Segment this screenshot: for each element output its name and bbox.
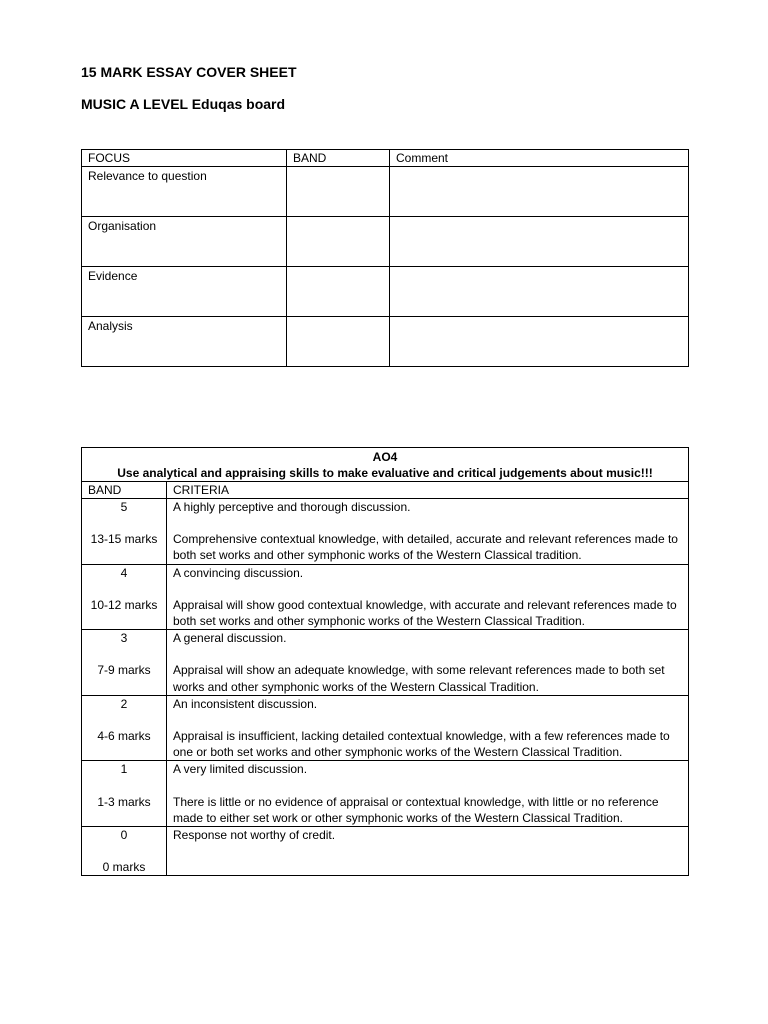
band-cell — [82, 695, 167, 761]
criteria-detail: Comprehensive contextual knowledge, with detailed, accurate and relevant references made to both set works and other symphonic works of the Western Classical tradition. — [173, 532, 678, 563]
band-marks: 10-12 marks — [90, 597, 158, 612]
band-input-cell[interactable] — [287, 317, 390, 367]
comment-header: Comment — [390, 150, 689, 167]
band-header: BAND — [287, 150, 390, 167]
band-cell — [82, 564, 167, 630]
criteria-cell — [167, 630, 689, 696]
criteria-summary: Response not worthy of credit. — [173, 828, 336, 843]
focus-table — [81, 149, 689, 367]
comment-input-cell[interactable] — [390, 167, 689, 217]
focus-header: FOCUS — [82, 150, 287, 167]
table-row — [82, 564, 689, 630]
ao4-subheading: Use analytical and appraising skills to make evaluative and critical judgements about music!!! — [117, 466, 653, 480]
table-row — [82, 167, 689, 217]
criteria-summary: An inconsistent discussion. — [173, 696, 318, 711]
band-input-cell[interactable] — [287, 167, 390, 217]
criteria-header: CRITERIA — [167, 482, 689, 499]
comment-input-cell[interactable] — [390, 317, 689, 367]
band-marks: 7-9 marks — [97, 663, 151, 678]
criteria-summary: A very limited discussion. — [173, 762, 308, 777]
band-number: 2 — [120, 696, 128, 711]
criteria-summary: A convincing discussion. — [173, 565, 304, 580]
criteria-cell — [167, 695, 689, 761]
table-row — [82, 761, 689, 827]
focus-cell: Organisation — [82, 217, 287, 267]
band-number: 3 — [120, 631, 128, 646]
criteria-cell — [167, 827, 689, 876]
band-input-cell[interactable] — [287, 267, 390, 317]
ao4-column-header-row — [82, 482, 689, 499]
band-marks: 0 marks — [102, 860, 146, 875]
band-cell — [82, 499, 167, 565]
band-marks: 4-6 marks — [97, 729, 151, 744]
band-number: 0 — [120, 828, 128, 843]
focus-cell: Relevance to question — [82, 167, 287, 217]
table-row — [82, 695, 689, 761]
table-row — [82, 827, 689, 876]
ao4-heading-row — [82, 448, 689, 482]
band-cell — [82, 630, 167, 696]
band-cell — [82, 827, 167, 876]
ao4-criteria-table — [81, 447, 689, 876]
band-header: BAND — [82, 482, 167, 499]
criteria-summary: A highly perceptive and thorough discussion. — [173, 500, 411, 514]
band-input-cell[interactable] — [287, 217, 390, 267]
focus-table-header-row — [82, 150, 689, 167]
band-cell — [82, 761, 167, 827]
table-row — [82, 267, 689, 317]
table-row — [82, 217, 689, 267]
criteria-detail: Appraisal will show good contextual knowledge, with accurate and relevant references made to both set works and other symphonic works of the Western Classical Tradition. — [173, 597, 677, 629]
ao4-heading-cell — [82, 448, 689, 482]
comment-input-cell[interactable] — [390, 267, 689, 317]
criteria-detail: There is little or no evidence of appraisal or contextual knowledge, with little or no reference made to either set work or other symphonic works of the Western Classical Tradition. — [173, 794, 659, 825]
criteria-detail: Appraisal will show an adequate knowledge, with some relevant references made to both set works and other symphonic works of the Western Classical Tradition. — [173, 663, 665, 694]
focus-cell: Evidence — [82, 267, 287, 317]
table-row — [82, 317, 689, 367]
band-number: 4 — [120, 565, 128, 580]
band-number: 5 — [120, 500, 128, 514]
criteria-summary: A general discussion. — [173, 631, 287, 646]
comment-input-cell[interactable] — [390, 217, 689, 267]
ao4-heading: AO4 — [372, 450, 398, 464]
table-row — [82, 630, 689, 696]
focus-cell: Analysis — [82, 317, 287, 367]
table-row — [82, 499, 689, 565]
page-subtitle: MUSIC A LEVEL Eduqas board — [81, 96, 286, 112]
criteria-cell — [167, 564, 689, 630]
page-title: 15 MARK ESSAY COVER SHEET — [81, 64, 297, 80]
band-marks: 13-15 marks — [90, 532, 158, 547]
band-number: 1 — [120, 762, 128, 777]
criteria-cell — [167, 499, 689, 565]
band-marks: 1-3 marks — [97, 794, 151, 809]
criteria-detail: Appraisal is insufficient, lacking detailed contextual knowledge, with a few references made to one or both set works and other symphonic works of the Western Classical Tradition. — [173, 729, 670, 760]
criteria-cell — [167, 761, 689, 827]
